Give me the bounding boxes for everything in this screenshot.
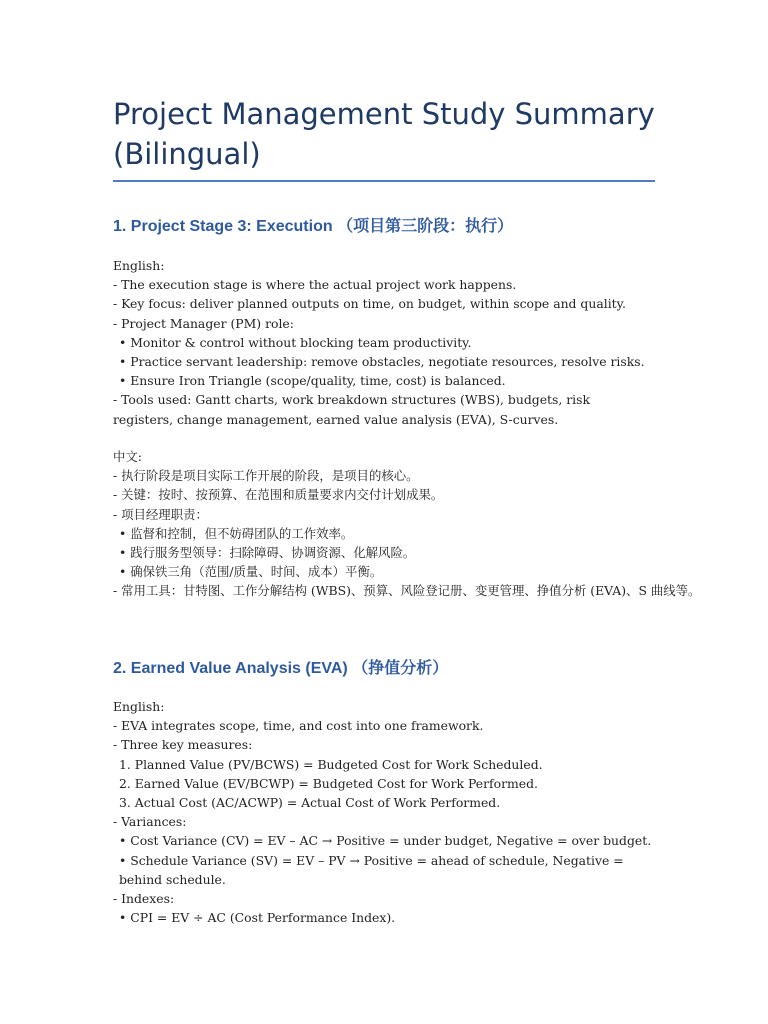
text-line: - 关键：按时、按预算、在范围和质量要求内交付计划成果。 <box>113 487 444 503</box>
text-line: - 项目经理职责： <box>113 506 208 522</box>
bullet-line: • Practice servant leadership: remove obstacles, negotiate resources, resolve risks. <box>119 354 645 370</box>
numbered-line: 3. Actual Cost (AC/ACWP) = Actual Cost of Work Performed. <box>119 795 501 811</box>
text-line: - EVA integrates scope, time, and cost into one framework. <box>113 718 484 734</box>
text-line: - Project Manager (PM) role: <box>113 315 294 331</box>
title-underline <box>113 180 655 182</box>
bullet-line: • 践行服务型领导：扫除障碍、协调资源、化解风险。 <box>119 545 416 561</box>
english-label: English: <box>113 258 165 273</box>
text-line: - Three key measures: <box>113 737 253 753</box>
bullet-line: • 监督和控制，但不妨碍团队的工作效率。 <box>119 525 354 541</box>
section-1-chinese <box>113 447 701 601</box>
text-line: - Tools used: Gantt charts, work breakdown structures (WBS), budgets, risk registers, change management, earned value analysis (EVA), S-curves. <box>113 392 591 427</box>
text-line: - Indexes: <box>113 891 175 907</box>
numbered-line: 1. Planned Value (PV/BCWS) = Budgeted Cost for Work Scheduled. <box>119 756 543 772</box>
text-line: - Variances: <box>113 814 187 830</box>
bullet-line: • Ensure Iron Triangle (scope/quality, time, cost) is balanced. <box>119 373 506 389</box>
bullet-line: • Schedule Variance (SV) = EV – PV → Positive = ahead of schedule, Negative = behind schedule. <box>119 852 624 887</box>
text-line: - 常用工具：甘特图、工作分解结构 (WBS)、预算、风险登记册、变更管理、挣值分析 (EVA)、S 曲线等。 <box>113 583 701 599</box>
text-line: - The execution stage is where the actual project work happens. <box>113 277 517 293</box>
numbered-line: 2. Earned Value (EV/BCWP) = Budgeted Cost for Work Performed. <box>119 775 538 791</box>
text-line: - 执行阶段是项目实际工作开展的阶段，是项目的核心。 <box>113 468 419 484</box>
section-1-heading: 1. Project Stage 3: Execution （项目第三阶段：执行） <box>113 218 514 235</box>
bullet-line: • Cost Variance (CV) = EV – AC → Positive = under budget, Negative = over budget. <box>119 833 652 849</box>
bullet-line: • Monitor & control without blocking team productivity. <box>119 334 472 350</box>
section-2-heading: 2. Earned Value Analysis (EVA) （挣值分析） <box>113 660 449 677</box>
document-title: Project Management Study Summary (Bilingual) <box>113 97 655 171</box>
bullet-line: • 确保铁三角（范围/质量、时间、成本）平衡。 <box>119 564 383 580</box>
english-label: English: <box>113 699 165 714</box>
bullet-line: • CPI = EV ÷ AC (Cost Performance Index). <box>119 910 396 926</box>
section-1-english <box>113 256 645 429</box>
text-line: - Key focus: deliver planned outputs on time, on budget, within scope and quality. <box>113 296 626 312</box>
section-2-english <box>113 697 652 927</box>
chinese-label: 中文: <box>113 449 142 464</box>
